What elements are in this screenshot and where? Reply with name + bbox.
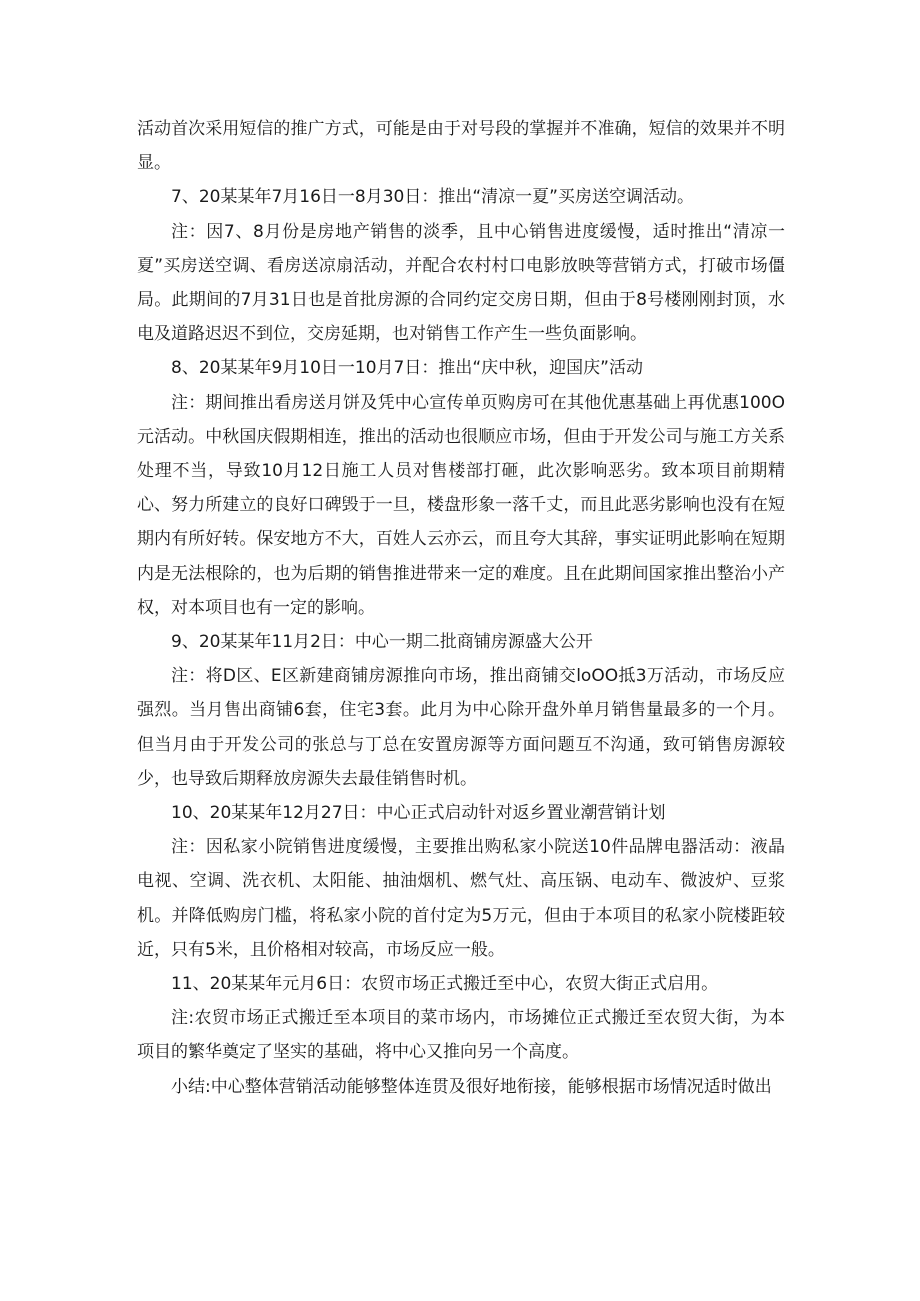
- paragraph-item-8-note: 注：期间推出看房送月饼及凭中心宣传单页购房可在其他优惠基础上再优惠100O元活动。中秋国庆假期相连，推出的活动也很顺应市场，但由于开发公司与施工方关系处理不当，导致10月12日施工人员对售楼部打砸，此次影响恶劣。致本项目前期精心、努力所建立的良好口碑毁于一旦，楼盘形象一落千丈，而且此恶劣影响也没有在短期内有所好转。保安地方不大，百姓人云亦云，而且夸大其辞，事实证明此影响在短期内是无法根除的，也为后期的销售推进带来一定的难度。且在此期间国家推出整治小产权，对本项目也有一定的影响。: [137, 392, 785, 618]
- paragraph-item-7-note: 注：因7、8月份是房地产销售的淡季，且中心销售进度缓慢，适时推出“清凉一夏”买房送空调、看房送凉扇活动，并配合农村村口电影放映等营销方式，打破市场僵局。此期间的7月31日也是首批房源的合同约定交房日期，但由于8号楼刚刚封顶，水电及道路迟迟不到位，交房延期，也对销售工作产生一些负面影响。: [137, 221, 785, 345]
- paragraph-item-9-note: 注：将D区、E区新建商铺房源推向市场，推出商铺交loOO抵3万活动，市场反应强烈。当月售出商铺6套，住宅3套。此月为中心除开盘外单月销售量最多的一个月。但当月由于开发公司的张总与丁总在安置房源等方面问题互不沟通，致可销售房源较少，也导致后期释放房源失去最佳销售时机。: [137, 666, 785, 789]
- paragraph-item-11-note: 注:农贸市场正式搬迁至本项目的菜市场内，市场摊位正式搬迁至农贸大街，为本项目的繁华奠定了坚实的基础，将中心又推向另一个高度。: [137, 1008, 785, 1063]
- paragraph-summary: 小结:中心整体营销活动能够整体连贯及很好地衔接，能够根据市场情况适时做出: [171, 1076, 772, 1097]
- paragraph-item-9-heading: 9、20某某年11月2日：中心一期二批商铺房源盛大公开: [171, 632, 593, 653]
- paragraph-item-8-heading: 8、20某某年9月10日一10月7日：推出“庆中秋，迎国庆”活动: [171, 358, 643, 379]
- paragraph-item-11-heading: 11、20某某年元月6日：农贸市场正式搬迁至中心，农贸大街正式启用。: [171, 974, 719, 995]
- paragraph-item-7-heading: 7、20某某年7月16日一8月30日：推出“清凉一夏”买房送空调活动。: [171, 187, 694, 208]
- paragraph-item-10-note: 注：因私家小院销售进度缓慢，主要推出购私家小院送10件品牌电器活动：液晶电视、空调、洗衣机、太阳能、抽油烟机、燃气灶、高压锅、电动车、微波炉、豆浆机。并降低购房门槛，将私家小院的首付定为5万元，但由于本项目的私家小院楼距较近，只有5米，且价格相对较高，市场反应一般。: [137, 837, 785, 960]
- paragraph-sms-conclusion: 活动首次采用短信的推广方式，可能是由于对号段的掌握并不准确，短信的效果并不明显。: [137, 119, 785, 174]
- document-body: [137, 112, 785, 1104]
- paragraph-item-10-heading: 10、20某某年12月27日：中心正式启动针对返乡置业潮营销计划: [171, 803, 666, 824]
